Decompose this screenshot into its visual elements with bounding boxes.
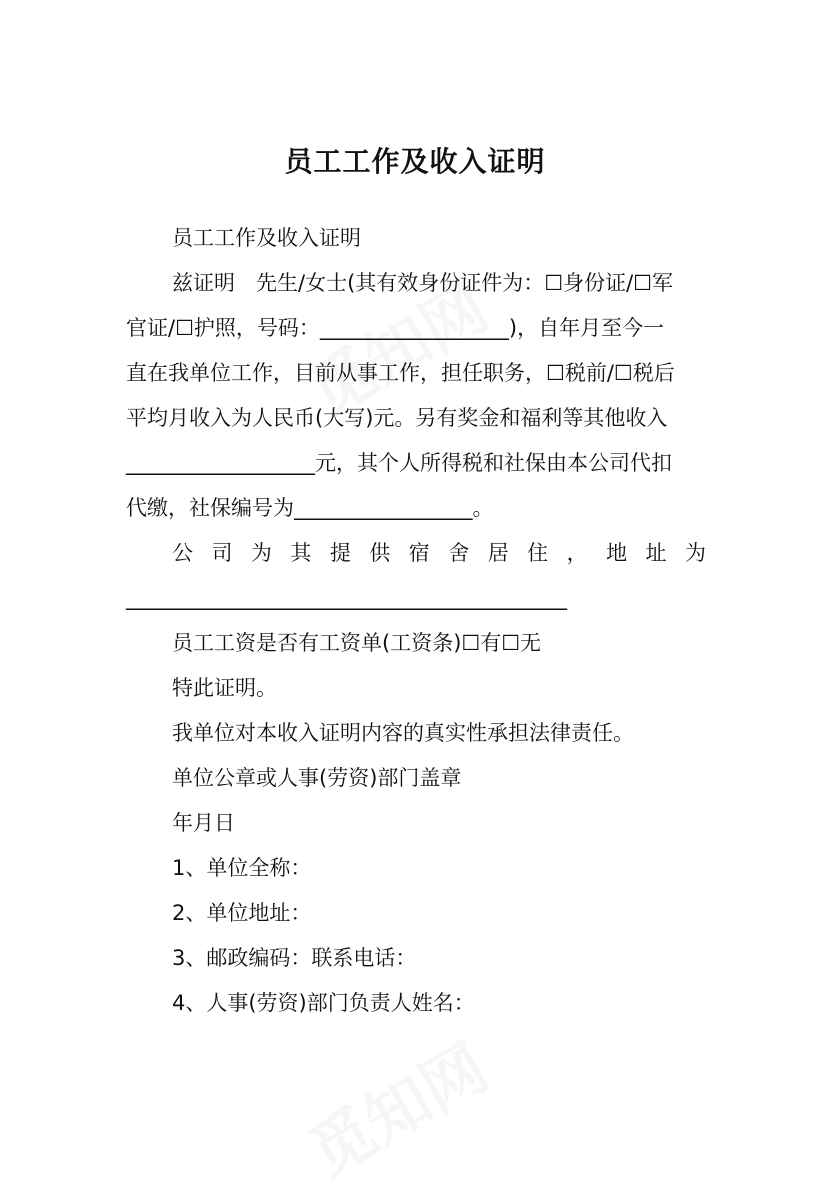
paragraph-line: 兹证明 先生/女士(其有效身份证件为：☐身份证/☐军 <box>172 271 673 295</box>
unit-name-line: 1、单位全称： <box>172 856 312 880</box>
paragraph-line: 官证/☐护照，号码：__________________)，自年月至今一 <box>126 316 665 340</box>
subtitle-line: 员工工作及收入证明 <box>172 226 361 250</box>
date-line: 年月日 <box>172 811 235 835</box>
paragraph-line: 平均月收入为人民币(大写)元。另有奖金和福利等其他收入 <box>126 406 668 430</box>
paragraph-line: __________________元，其个人所得税和社保由本公司代扣 <box>126 451 672 475</box>
document-title: 员工工作及收入证明 <box>284 145 546 178</box>
liability-line: 我单位对本收入证明内容的真实性承担法律责任。 <box>172 721 634 745</box>
certification-line: 特此证明。 <box>172 676 277 700</box>
watermark <box>290 1018 502 1194</box>
hr-manager-line: 4、人事(劳资)部门负责人姓名： <box>172 991 475 1015</box>
postcode-phone-line: 3、邮政编码：联系电话： <box>172 946 417 970</box>
dormitory-address-line: 公 司 为 其 提 供 宿 舍 居 住 ， 地 址 为 <box>172 541 706 565</box>
address-blank-line: __________________________________________ <box>126 586 567 610</box>
document-body <box>126 216 706 1026</box>
payslip-line: 员工工资是否有工资单(工资条)☐有☐无 <box>172 631 542 655</box>
paragraph-line: 直在我单位工作，目前从事工作，担任职务，☐税前/☐税后 <box>126 361 675 385</box>
seal-line: 单位公章或人事(劳资)部门盖章 <box>172 766 462 790</box>
unit-address-line: 2、单位地址： <box>172 901 312 925</box>
paragraph-line: 代缴，社保编号为_________________。 <box>126 496 494 520</box>
